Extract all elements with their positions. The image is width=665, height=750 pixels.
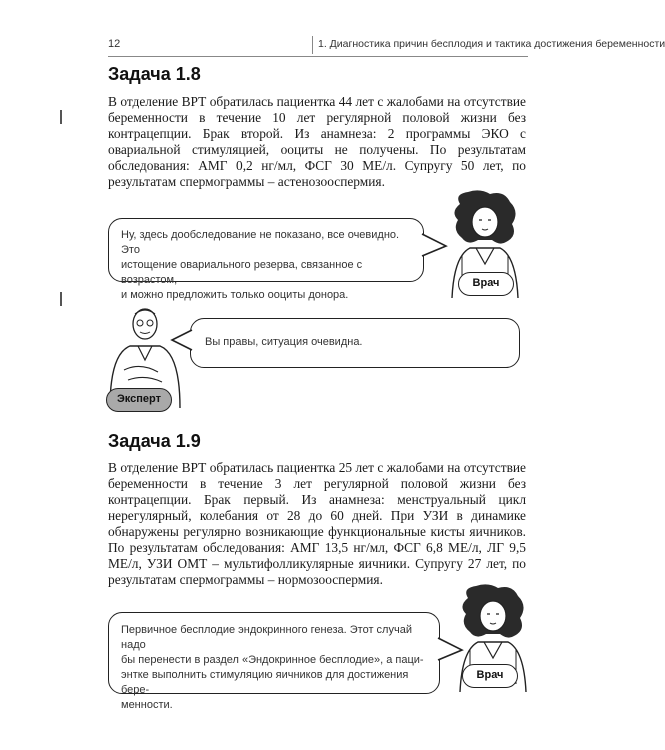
- task-1-8-text: В отделение ВРТ обратилась пациентка 44 лет с жалобами на отсутствие беременности в течение 10 лет регулярной половой жизни без контрацепции. Брак второй. Из анамнеза: 2 программы ЭКО с овариальной стимуляцией, ооциты не получены. По результатам обследования: АМГ 0,2 нг/мл, ФСГ 30 МЕ/л. Супругу 50 лет, по результатам спермограммы – астенозооспермия.: [108, 94, 526, 189]
- bubble-line: энтке выполнить стимуляцию яичников для достижения бере-: [121, 669, 409, 696]
- doctor-speech-bubble: [108, 218, 424, 301]
- running-title: 1. Диагностика причин бесплодия и тактика достижения беременности: [318, 38, 665, 50]
- bubble-line: истощение овариального резерва, связанное с возрастом,: [121, 259, 363, 286]
- doctor-speech-bubble: [108, 612, 440, 711]
- header-divider: [312, 36, 313, 54]
- task-1-8-title: Задача 1.8: [108, 64, 201, 84]
- bubble-line: Первичное бесплодие эндокринного генеза. Этот случай надо: [121, 624, 412, 651]
- bubble-line: Ну, здесь дообследование не показано, все очевидно. Это: [121, 229, 400, 256]
- bubble-line: и можно предложить только ооциты донора.: [121, 289, 349, 301]
- bubble-line: менности.: [121, 699, 173, 711]
- bubble-line: бы перенести в раздел «Эндокринное бесплодие», а паци-: [121, 654, 424, 666]
- doctor-badge: Врач: [458, 272, 514, 296]
- doctor-badge: Врач: [462, 664, 518, 688]
- margin-mark: [60, 110, 62, 124]
- task-1-9-text: В отделение ВРТ обратилась пациентка 25 лет с жалобами на отсутствие беременности в течение 3 лет регулярной половой жизни без контрацепции. Брак первый. Из анамнеза: менструальный цикл нерегулярный, колебания от 28 до 60 дней. При УЗИ в динамике обнаружены регулярно возникающие функциональные кисты яичников. По результатам обследования: АМГ 13,5 нг/мл, ФСГ 6,8 МЕ/л, ЛГ 9,5 МЕ/л, УЗИ ОМТ – мультифолликулярные яичники. Супругу 27 лет, по результатам спермограммы – нормозооспермия.: [108, 460, 526, 587]
- bubble-line: Вы правы, ситуация очевидна.: [205, 336, 363, 348]
- bubble-tail: [170, 328, 194, 358]
- expert-speech-bubble: [190, 318, 520, 368]
- margin-mark: [60, 292, 62, 306]
- task-1-9-title: Задача 1.9: [108, 431, 201, 451]
- running-header: [108, 36, 665, 57]
- expert-badge: Эксперт: [106, 388, 172, 412]
- page-number: 12: [108, 38, 121, 50]
